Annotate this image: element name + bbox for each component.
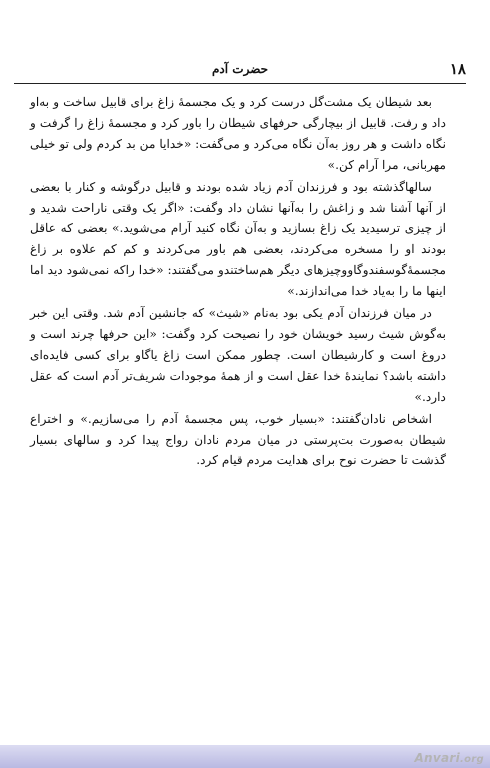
watermark-name: Anvari [414, 751, 461, 765]
body-text [30, 92, 446, 472]
paragraph: اشخاص نادان‌گفتند: «بسیار خوب، پس مجسمهٔ آدم را می‌سازیم.» و اختراع شیطان به‌صورت بت‌پرستی در میان مردم نادان رواج پیدا کرد و سالهای بسیار گذشت تا حضرت نوح برای هدایت مردم قیام کرد. [30, 411, 446, 468]
page-header [14, 60, 466, 82]
header-rule [14, 83, 466, 84]
watermark-domain: .org [460, 754, 484, 765]
footer-bar [0, 745, 490, 768]
paragraph: بعد شیطان یک مشت‌گل درست کرد و یک مجسمهٔ زاغ برای قابیل ساخت و به‌او داد و رفت. قابیل از بیچارگی حرفهای شیطان را باور کرد و مجسمهٔ زاغ را گرفت و نگاه داشت و هر روز به‌آن نگاه می‌کرد و می‌گفت: «خدایا من بد کردم ولی تو خیلی مهربانی، مرا آرام کن.» [30, 95, 446, 172]
paragraph: سالها‌گذشته بود و فرزندان آدم زیاد شده بودند و قابیل درگوشه و کنار با بعضی از آنها آشنا شد و زاغش را به‌آنها نشان داد و‌گفت: «اگر یک وقتی ناراحت شدید و از چیزی ترسیدید یک زاغ بسازید و به‌آن نگاه کنید آرام می‌شوید.» بعضی که عاقل بودند او را مسخره می‌کردند، بعضی هم باور می‌کردند و کم کم علاوه بر زاغ مجسمهٔ‌گوسفندو‌گاووچیزهای دیگر هم‌ساختندو می‌گفتند: «خدا راکه نمی‌شود دید اما اینها ما را به‌یاد خدا می‌اندازند.» [30, 179, 446, 299]
running-title: حضرت آدم [211, 62, 269, 76]
watermark [414, 751, 484, 765]
paragraph: در میان فرزندان آدم یکی بود به‌نام «شیث» که جانشین آدم شد. وقتی این خبر به‌گوش شیث رسید خویشان خود را نصیحت کرد و‌گفت: «این حرفها چرند است و دروغ است و کارشیطان است. چطور ممکن است زاغ یاگاو برای کسی فایده‌ای داشته باشد؟ نمایندهٔ خدا عقل است و از همهٔ موجودات شریف‌تر آدم است که عقل دارد.» [30, 306, 446, 404]
page-number: ۱۸ [449, 60, 466, 78]
